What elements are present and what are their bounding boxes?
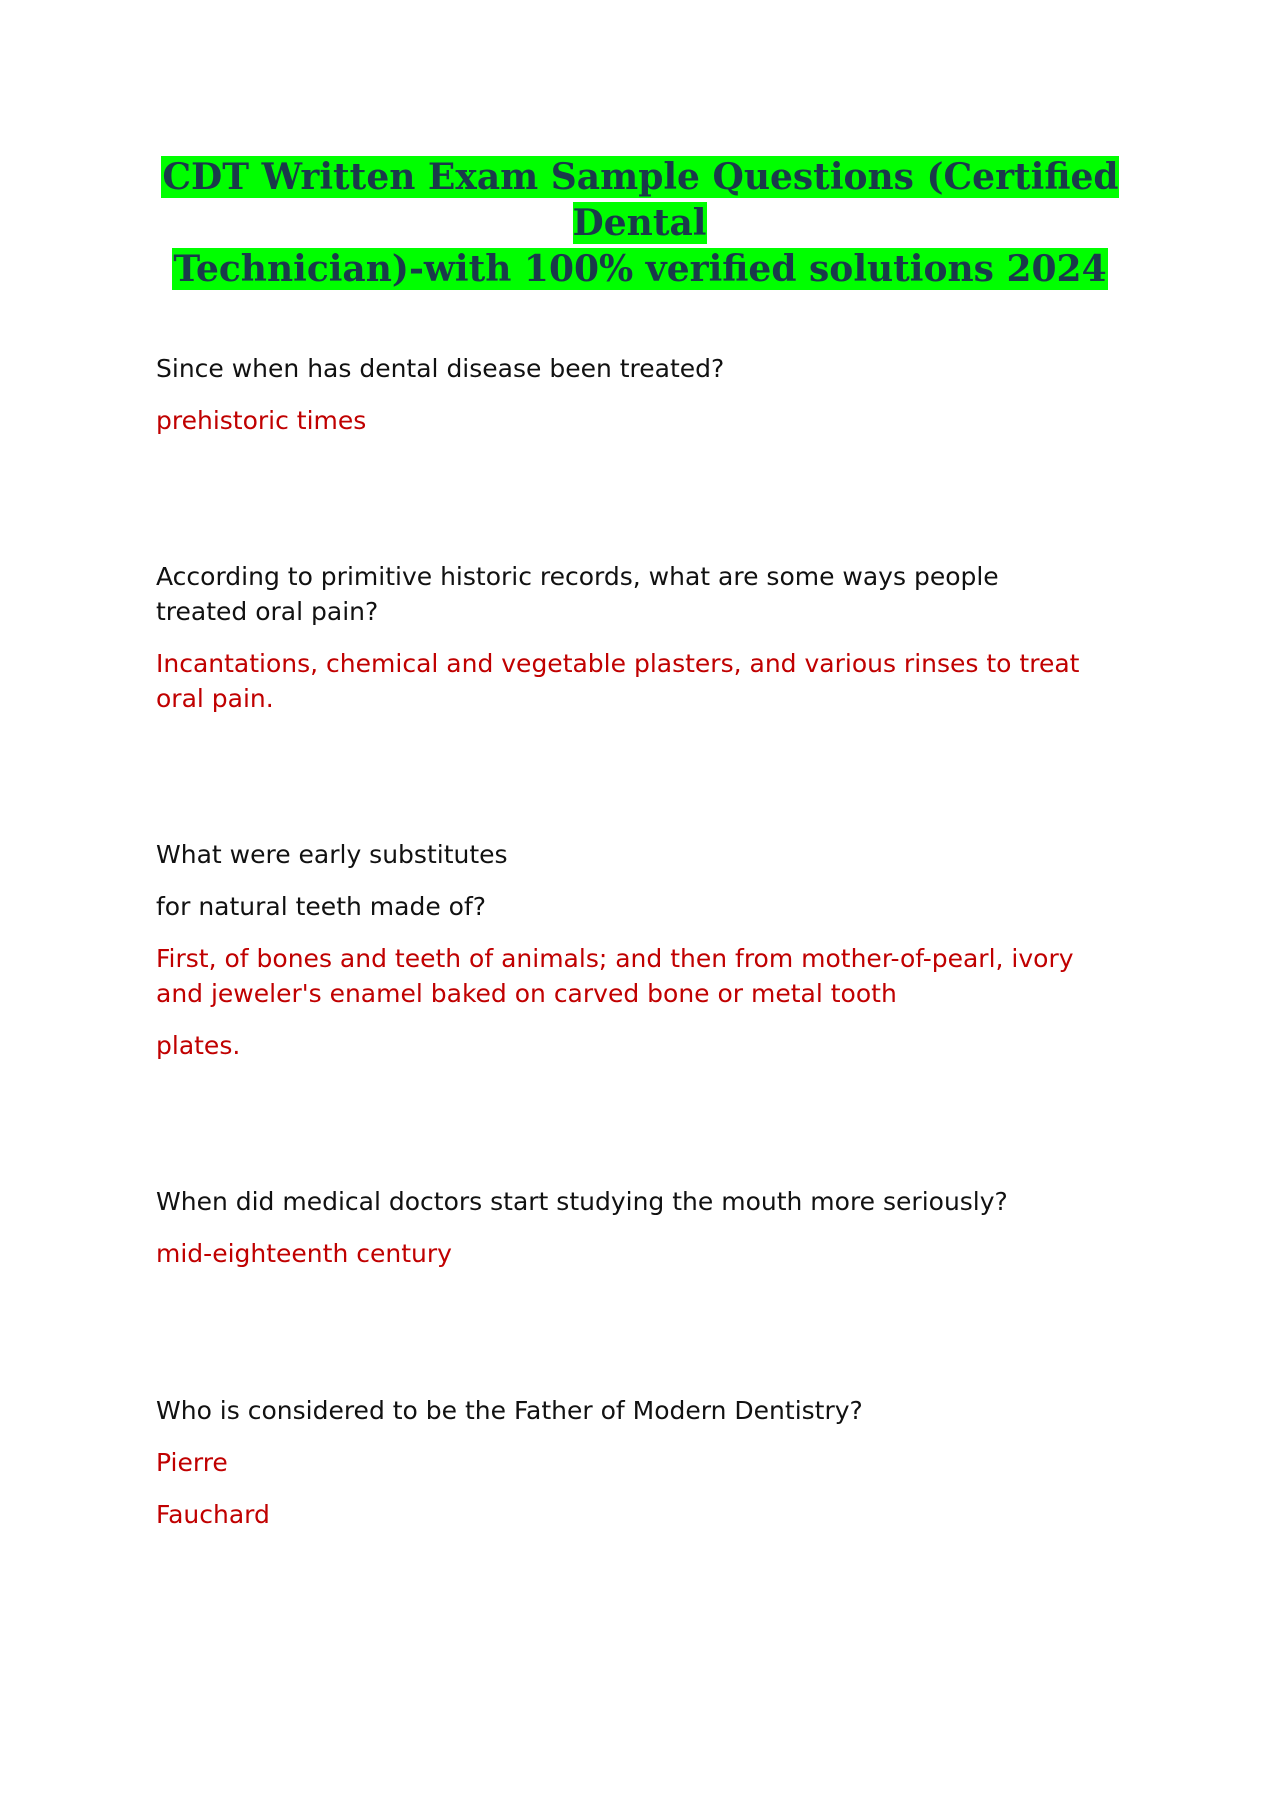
answer-2-line-2: oral pain. bbox=[156, 684, 274, 713]
answer-3-line-2: and jeweler's enamel baked on carved bone or metal tooth bbox=[156, 979, 897, 1008]
answer-3-line-3: plates. bbox=[156, 1031, 241, 1060]
title-line-2: Technician)-with 100% verified solutions 2024 bbox=[173, 248, 1107, 290]
title-line-1: CDT Written Exam Sample Questions (Certified Dental bbox=[162, 156, 1119, 244]
question-2-line-2: treated oral pain? bbox=[156, 597, 379, 626]
answer-2-line-1: Incantations, chemical and vegetable plasters, and various rinses to treat bbox=[156, 649, 1080, 678]
question-5-line-1: Who is considered to be the Father of Modern Dentistry? bbox=[156, 1396, 863, 1425]
question-1-line-1: Since when has dental disease been treated? bbox=[156, 354, 725, 383]
question-3-line-1: What were early substitutes bbox=[156, 840, 508, 869]
answer-3-line-1: First, of bones and teeth of animals; and then from mother-of-pearl, ivory bbox=[156, 944, 1074, 973]
answer-4-line-1: mid-eighteenth century bbox=[156, 1239, 452, 1268]
question-4-line-1: When did medical doctors start studying the mouth more seriously? bbox=[156, 1187, 1008, 1216]
answer-5-line-2: Fauchard bbox=[156, 1500, 270, 1529]
question-2-line-1: According to primitive historic records, what are some ways people bbox=[156, 562, 999, 591]
answer-1-line-1: prehistoric times bbox=[156, 406, 367, 435]
answer-5-line-1: Pierre bbox=[156, 1448, 228, 1477]
page-title bbox=[150, 154, 1130, 292]
question-3-line-2: for natural teeth made of? bbox=[156, 892, 487, 921]
